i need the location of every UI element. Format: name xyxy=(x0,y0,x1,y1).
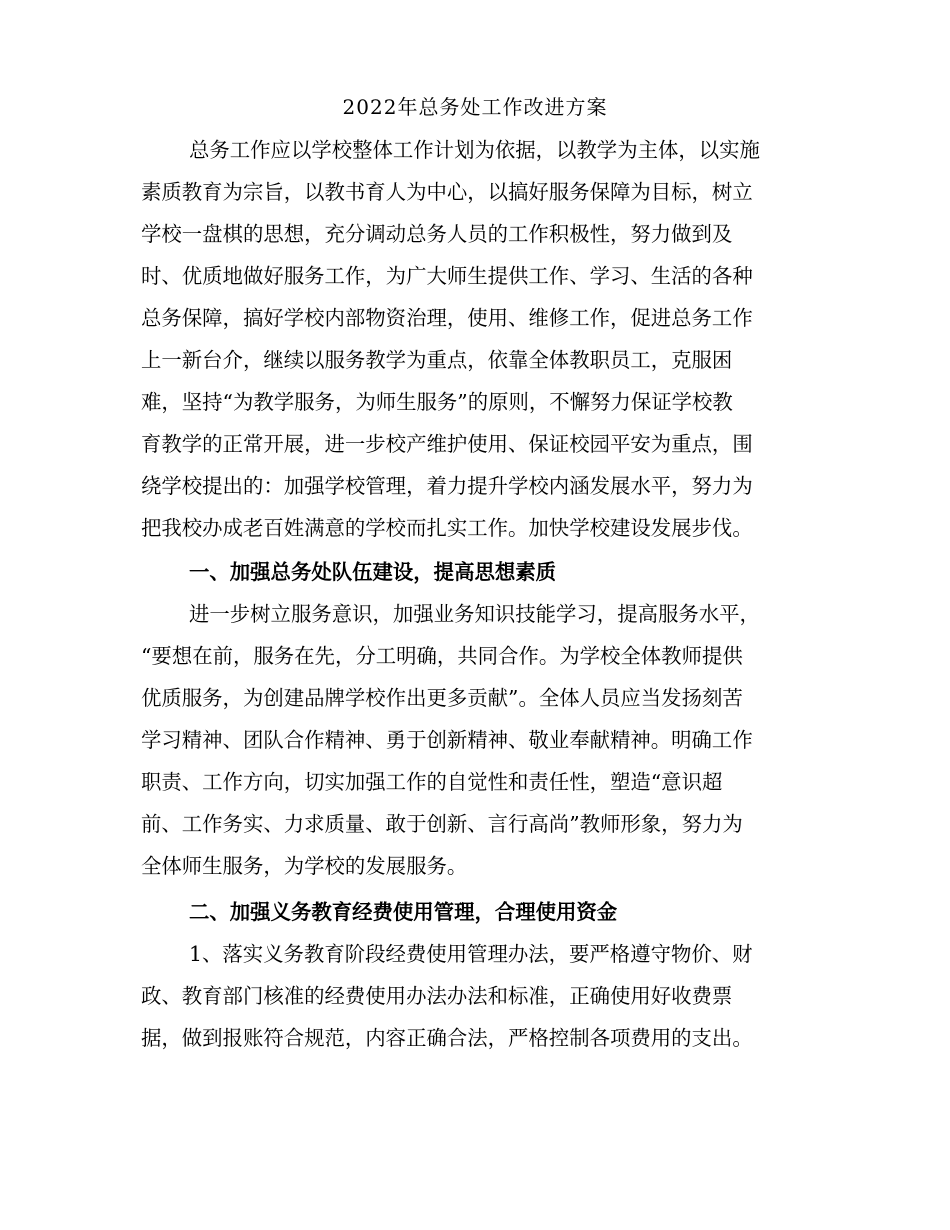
intro-line-8: 育教学的正常开展，进一步校产维护使用、保证校园平安为重点，围 xyxy=(141,432,753,456)
intro-line-3: 学校一盘棋的思想，充分调动总务人员的工作积极性，努力做到及 xyxy=(141,222,733,246)
section-1-line-6: 前、工作务实、力求质量、敢于创新、言行高尚”教师形象，努力为 xyxy=(141,812,743,836)
section-2-line-2: 政、教育部门核准的经费使用办法办法和标准，正确使用好收费票 xyxy=(141,984,733,1008)
section-2-line-3: 据，做到报账符合规范，内容正确合法，严格控制各项费用的支出。 xyxy=(141,1026,753,1050)
intro-line-5: 总务保障，搞好学校内部物资治理，使用、维修工作，促进总务工作 xyxy=(141,306,753,330)
section-1-line-1: 进一步树立服务意识，加强业务知识技能学习，提高服务水平， xyxy=(189,602,760,626)
intro-line-4: 时、优质地做好服务工作，为广大师生提供工作、学习、生活的各种 xyxy=(141,264,753,288)
intro-line-10: 把我校办成老百姓满意的学校而扎实工作。加快学校建设发展步伐。 xyxy=(141,516,753,540)
intro-line-1: 总务工作应以学校整体工作计划为依据，以教学为主体，以实施 xyxy=(189,138,760,162)
document-title: 2022年总务处工作改进方案 xyxy=(342,95,608,119)
intro-line-6: 上一新台介，继续以服务教学为重点，依靠全体教职员工，克服困 xyxy=(141,348,733,372)
intro-line-9: 绕学校提出的：加强学校管理，着力提升学校内涵发展水平，努力为 xyxy=(141,474,753,498)
section-1-line-4: 学习精神、团队合作精神、勇于创新精神、敬业奉献精神。明确工作 xyxy=(141,728,753,752)
section-heading-2: 二、加强义务教育经费使用管理，合理使用资金 xyxy=(189,900,618,924)
section-2-line-1: 1、落实义务教育阶段经费使用管理办法，要严格遵守物价、财 xyxy=(189,942,753,966)
intro-line-7: 难，坚持“为教学服务，为师生服务”的原则，不懈努力保证学校教 xyxy=(141,390,733,414)
section-1-line-2: “要想在前，服务在先，分工明确，共同合作。为学校全体教师提供 xyxy=(141,644,743,668)
intro-line-2: 素质教育为宗旨，以教书育人为中心，以搞好服务保障为目标，树立 xyxy=(141,180,753,204)
section-1-line-5: 职责、工作方向，切实加强工作的自觉性和责任性，塑造“意识超 xyxy=(141,770,723,794)
section-1-line-7: 全体师生服务，为学校的发展服务。 xyxy=(141,854,468,878)
section-heading-1: 一、加强总务处队伍建设，提高思想素质 xyxy=(189,560,557,584)
section-1-line-3: 优质服务，为创建品牌学校作出更多贡献”。全体人员应当发扬刻苦 xyxy=(141,686,743,710)
